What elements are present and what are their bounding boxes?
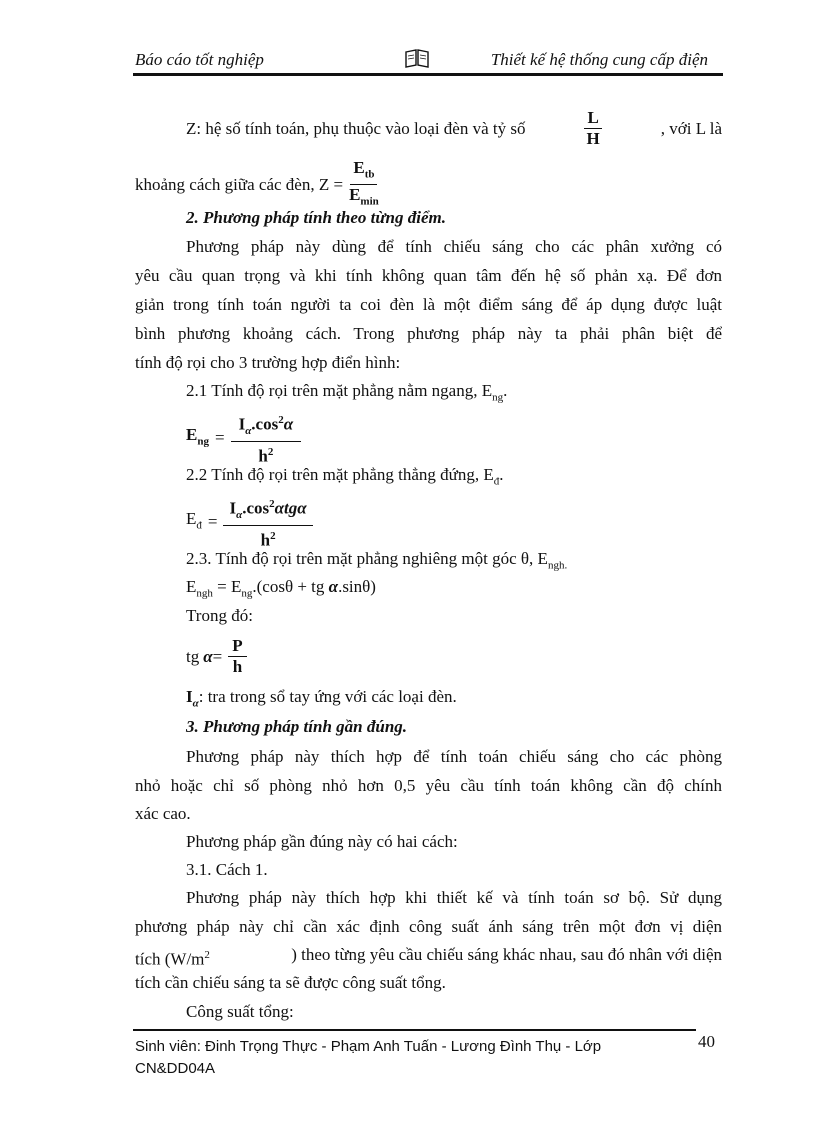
formula-vertical: $E_đ$ = $\frac{I_\alpha.\cos^2\alpha tg\alpha}{h^2}$	[186, 494, 313, 551]
two-ways-line: Phương pháp gần đúng này có hai cách:	[186, 832, 458, 851]
sec3-para-line2: nhỏ hoặc chỉ số phòng nhỏ hơn 0,5 yêu cầu tính toán không cần độ chính	[135, 776, 722, 795]
footer-authors: Sinh viên: Đinh Trọng Thực - Phạm Anh Tuấn - Lương Đình Thụ - Lớp CN&DD04A	[135, 1038, 602, 1077]
z-formula-num: $E_{tb}$	[350, 158, 377, 185]
sec2-para-line5: tính độ rọi cho 3 trường hợp điển hình:	[135, 353, 401, 372]
z-definition-line2	[135, 158, 379, 212]
book-icon	[404, 48, 430, 68]
trong-do-label: Trong đó:	[186, 606, 253, 625]
page-number: 40	[698, 1032, 715, 1051]
header-rule	[133, 73, 723, 76]
ialpha-note: $I_\alpha$: tra trong sổ tay ứng với các loại đèn.	[186, 687, 457, 710]
z-ratio-den: H	[586, 129, 600, 148]
tg-fraction: $\frac{P}{h}$	[228, 636, 246, 677]
z-ratio-num: L	[584, 108, 601, 129]
formula-tg: tg α = $\frac{P}{h}$	[186, 636, 247, 677]
f1-fraction: $\frac{I_\alpha.\cos^2\alpha}{h^2}$	[231, 410, 302, 467]
footer-rule	[133, 1029, 696, 1031]
f2-fraction: $\frac{I_\alpha.\cos^2\alpha tg\alpha}{h^2}$	[223, 494, 312, 551]
z-text-line2: khoảng cách giữa các đèn, Z =	[135, 174, 344, 194]
z-text-b: , với L là	[660, 118, 722, 138]
way-1-heading: 3.1. Cách 1.	[186, 860, 268, 879]
way1-para-line3: tích ($W/m^2$ ) theo từng yêu cầu chiếu sáng khác nhau, sau đó nhân với diện	[135, 945, 722, 969]
section-2-title: 2. Phương pháp tính theo từng điểm.	[186, 208, 446, 227]
z-formula-fraction	[349, 158, 379, 212]
sec2-para-line4: bình phương khoảng cách. Trong phương pháp này ta phải phân biệt để	[135, 324, 722, 343]
f2-lhs: $E_đ$	[186, 509, 202, 532]
sec3-para-line3: xác cao.	[135, 804, 191, 823]
formula-horizontal: $E_{ng}$ = $\frac{I_\alpha.\cos^2\alpha}{h^2}$	[186, 410, 301, 467]
way1-para-line1: Phương pháp này thích hợp khi thiết kế và tính toán sơ bộ. Sử dụng	[186, 888, 722, 907]
z-text-a: Z: hệ số tính toán, phụ thuộc vào loại đèn và tỷ số	[186, 118, 526, 138]
z-ratio-fraction	[584, 108, 601, 149]
section-3-title: 3. Phương pháp tính gần đúng.	[186, 717, 408, 736]
z-formula-den: $E_{min}$	[349, 185, 379, 208]
f1-lhs: $E_{ng}$	[186, 425, 209, 448]
cong-suat-label: Công suất tổng:	[186, 1002, 294, 1021]
sec3-para-line1: Phương pháp này thích hợp để tính toán chiếu sáng cho các phòng	[186, 747, 722, 766]
sec2-para-line3: giản trong tính toán người ta coi đèn là một điểm sáng để áp dụng được luật	[135, 295, 722, 314]
header-left-title: Báo cáo tốt nghiệp	[135, 50, 264, 69]
formula-inclined: $E_{ngh} = E_{ng}.(\cos\theta$ + tg α.sinθ)	[186, 577, 376, 600]
sec2-para-line2: yêu cầu quan trọng và khi tính không quan tâm đến hệ số phản xạ. Để đơn	[135, 266, 722, 285]
z-definition-line1	[186, 108, 722, 149]
sec2-para-line1: Phương pháp này dùng để tính chiếu sáng cho các phân xưởng có	[186, 237, 722, 256]
way1-para-line4: tích cần chiếu sáng ta sẽ được công suất tổng.	[135, 973, 446, 992]
case-2-2-heading: 2.2 Tính độ rọi trên mặt phẳng thẳng đứng, $E_đ$.	[186, 465, 504, 488]
case-2-1-heading: 2.1 Tính độ rọi trên mặt phẳng nằm ngang, $E_{ng}$.	[186, 381, 508, 404]
way1-para-line2: phương pháp này chỉ cần xác định công suất ánh sáng trên một đơn vị diện	[135, 917, 722, 936]
case-2-3-heading: 2.3. Tính độ rọi trên mặt phẳng nghiêng một góc θ, $E_{ngh.}$	[186, 549, 568, 572]
header-right-title: Thiết kế hệ thống cung cấp điện	[490, 50, 708, 69]
